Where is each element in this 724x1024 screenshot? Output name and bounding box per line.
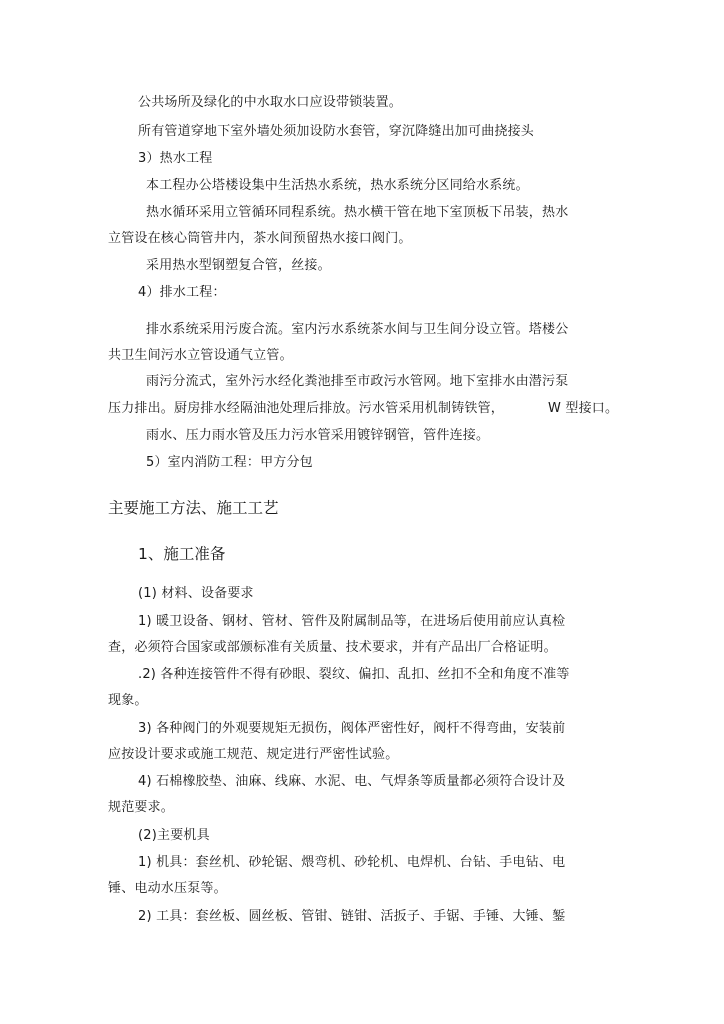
sub-heading: 1、施工准备	[138, 545, 226, 563]
text-line: (1) 材料、设备要求	[138, 586, 254, 601]
text-line: 雨水、压力雨水管及压力污水管采用镀锌钢管，管件连接。	[146, 428, 490, 443]
text-line: (2)主要机具	[138, 828, 210, 843]
text-line: 锤、电动水压泵等。	[108, 881, 227, 896]
text-line: 采用热水型钢塑复合管，丝接。	[146, 258, 331, 273]
text-line: 立管设在核心筒管井内，茶水间预留热水接口阀门。	[108, 231, 412, 246]
text-line: 3) 各种阀门的外观要规矩无损伤，阀体严密性好，阀杆不得弯曲，安装前	[138, 721, 566, 736]
text-line: 2) 工具：套丝板、圆丝板、管钳、链钳、活扳子、手锯、手锤、大锤、錾	[138, 909, 566, 924]
text-line: 公共场所及绿化的中水取水口应设带锁装置。	[138, 95, 403, 110]
text-line: .2) 各种连接管件不得有砂眼、裂纹、偏扣、乱扣、丝扣不全和角度不准等	[138, 667, 570, 682]
main-heading: 主要施工方法、施工工艺	[108, 499, 279, 517]
text-line: 应按设计要求或施工规范、规定进行严密性试验。	[108, 747, 399, 762]
text-line: 4）排水工程：	[138, 285, 226, 300]
text-line: 本工程办公塔楼设集中生活热水系统，热水系统分区同给水系统。	[146, 178, 529, 193]
text-line: 雨污分流式，室外污水经化粪池排至市政污水管网。地下室排水由潜污泵	[146, 374, 569, 389]
text-line: 3）热水工程	[138, 151, 213, 166]
text-line: 查，必须符合国家或部颁标准有关质量、技术要求，并有产品出厂合格证明。	[108, 640, 557, 655]
text-line: 共卫生间污水立管设通气立管。	[108, 348, 293, 363]
text-line: 压力排出。厨房排水经隔油池处理后排放。污水管采用机制铸铁管，	[108, 401, 505, 416]
text-line: 规范要求。	[108, 800, 175, 815]
text-line: 热水循环采用立管循环同程系统。热水横干管在地下室顶板下吊装，热水	[146, 205, 569, 220]
text-line: 排水系统采用污废合流。室内污水系统茶水间与卫生间分设立管。塔楼公	[146, 322, 569, 337]
text-line: 所有管道穿地下室外墙处须加设防水套管，穿沉降缝出加可曲挠接头	[138, 124, 535, 139]
text-line: 现象。	[108, 693, 148, 708]
text-line: 1) 暖卫设备、钢材、管材、管件及附属制品等，在进场后使用前应认真检	[138, 614, 566, 629]
text-line: 5）室内消防工程：甲方分包	[146, 455, 313, 470]
text-line: 4) 石棉橡胶垫、油麻、线麻、水泥、电、气焊条等质量都必须符合设计及	[138, 774, 566, 789]
text-line: W 型接口。	[548, 401, 619, 416]
text-line: 1) 机具：套丝机、砂轮锯、煨弯机、砂轮机、电焊机、台钻、手电钻、电	[138, 855, 566, 870]
